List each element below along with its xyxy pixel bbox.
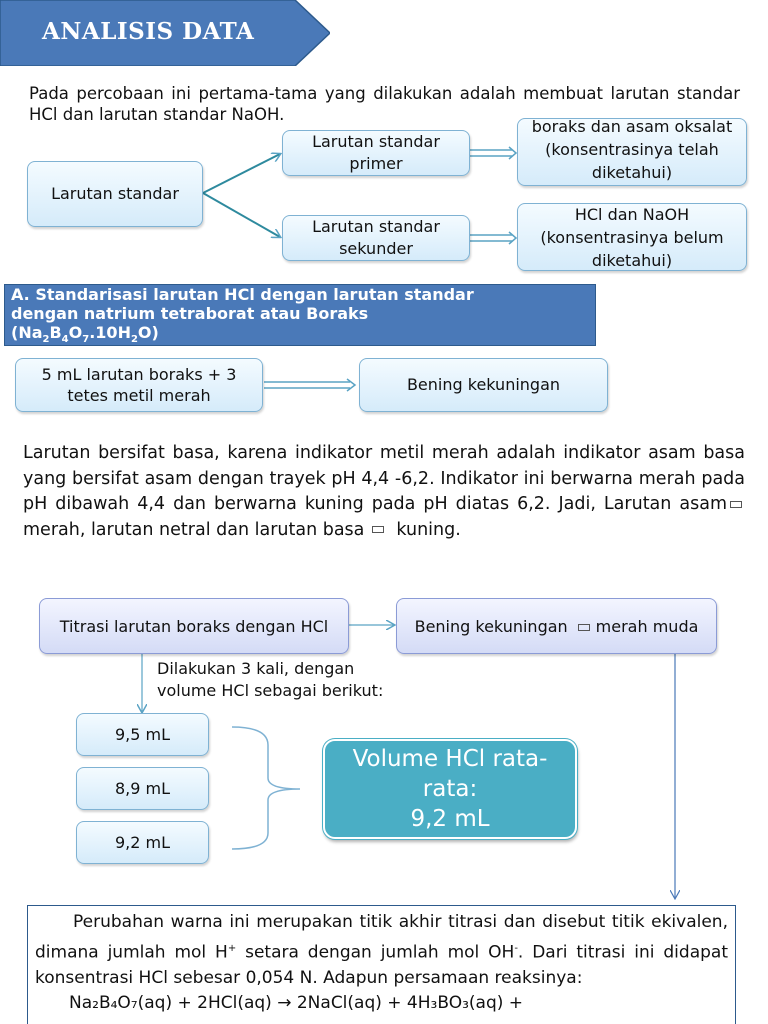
secondary-standard-box bbox=[282, 215, 470, 261]
page-title: ANALISIS DATA bbox=[42, 18, 255, 45]
secondary-label: Larutan standar sekunder bbox=[312, 217, 440, 258]
borax-result-label: Bening kekuningan bbox=[406, 375, 561, 394]
titration-result-box bbox=[396, 598, 717, 654]
section-a-line1: A. Standarisasi larutan HCl dengan larutan standar bbox=[11, 285, 474, 304]
volume-value-2: 8,9 mL bbox=[114, 778, 171, 798]
borax-sample-label: 5 mL larutan boraks + 3 tetes metil merah bbox=[41, 365, 237, 405]
borax-sample-box bbox=[15, 358, 263, 412]
intro-paragraph: Pada percobaan ini pertama-tama yang dilakukan adalah membuat larutan standar HCl dan larutan standar NaOH. bbox=[29, 84, 740, 124]
average-volume-label: Volume HCl rata-rata: bbox=[352, 746, 548, 802]
reaction-equation: Na₂B₄O₇(aq) + 2HCl(aq) → 2NaCl(aq) + 4H₃BO₃(aq) + bbox=[69, 993, 524, 1014]
conclusion-box bbox=[27, 905, 736, 1024]
average-volume-box bbox=[323, 739, 577, 839]
arrow-placeholder-icon bbox=[372, 526, 384, 533]
volume-box-2 bbox=[76, 767, 209, 810]
conclusion-paragraph: Perubahan warna ini merupakan titik akhir titrasi dan disebut titik ekivalen, dimana jumlah mol H+ setara dengan jumlah mol OH-. Dari titrasi ini didapat konsentrasi HCl sebesar 0,054 N. Adapun persamaan reaksinya: bbox=[35, 912, 728, 988]
average-volume-value: 9,2 mL bbox=[410, 806, 490, 832]
titration-process-box bbox=[39, 598, 349, 654]
primary-label: Larutan standar primer bbox=[312, 132, 440, 173]
secondary-example-label: HCl dan NaOH (konsentrasinya belum diketahui) bbox=[540, 204, 724, 270]
titration-process-label: Titrasi larutan boraks dengan HCl bbox=[59, 616, 329, 636]
repeat-note: Dilakukan 3 kali, dengan volume HCl sebagai berikut: bbox=[157, 659, 384, 700]
explanation-paragraph: Larutan bersifat basa, karena indikator metil merah adalah indikator asam basa yang bersifat asam dengan trayek pH 4,4 -6,2. Indikator ini berwarna merah pada pH dibawah 4,4 dan berwarna kuning pada pH diatas 6,2. Jadi, Larutan asammerah, larutan netral dan larutan basa kuning. bbox=[23, 443, 745, 540]
section-a-line2: dengan natrium tetraborat atau Boraks bbox=[11, 304, 369, 323]
section-a-formula: $(Na_2B_4O_7.10H_2O)$ bbox=[11, 323, 159, 346]
arrow-placeholder-icon bbox=[578, 624, 590, 631]
volume-value-1: 9,5 mL bbox=[114, 724, 171, 744]
arrow-placeholder-icon bbox=[730, 501, 742, 508]
volume-box-3 bbox=[76, 821, 209, 864]
volume-box-1 bbox=[76, 713, 209, 756]
root-standard-solution-box bbox=[27, 161, 203, 227]
primary-example-box bbox=[517, 118, 747, 186]
primary-example-label: boraks dan asam oksalat (konsentrasinya telah diketahui) bbox=[531, 118, 733, 182]
titration-result-label: Bening kekuningan merah muda bbox=[414, 616, 699, 636]
root-label: Larutan standar bbox=[51, 184, 179, 203]
section-a-header bbox=[4, 284, 596, 346]
borax-result-box bbox=[359, 358, 608, 412]
volume-value-3: 9,2 mL bbox=[114, 832, 171, 852]
secondary-example-box bbox=[517, 203, 747, 271]
primary-standard-box bbox=[282, 130, 470, 176]
